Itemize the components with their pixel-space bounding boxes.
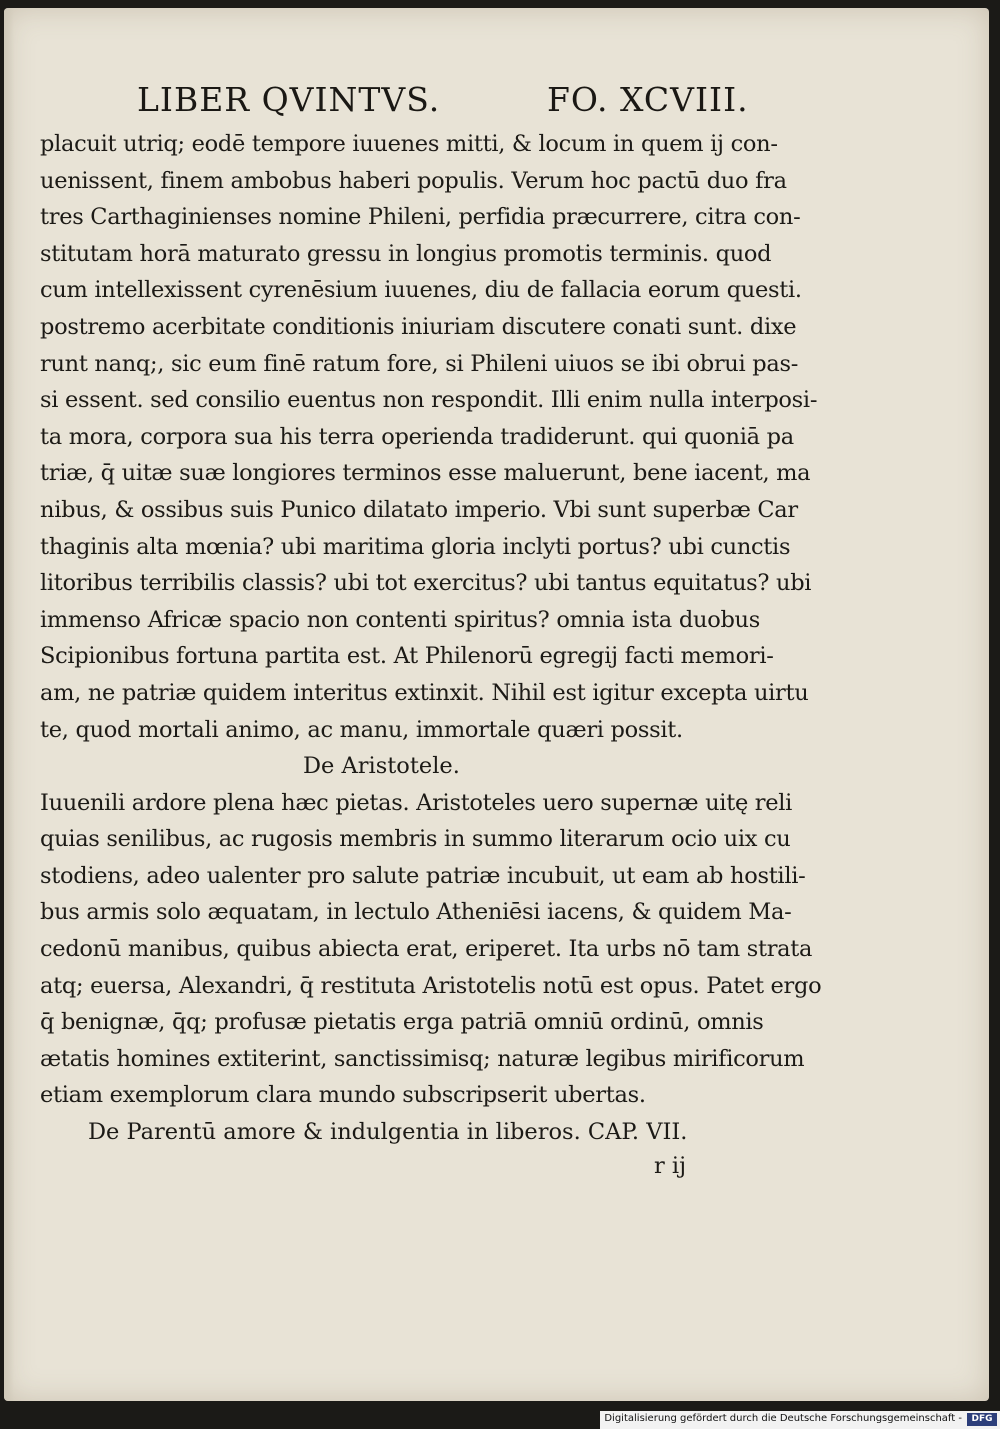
digitization-footer (600, 1411, 1000, 1429)
body-line: triæ, q̄ uitæ suæ longiores terminos esse maluerunt, bene iacent, ma (40, 460, 811, 487)
body-line: am, ne patriæ quidem interitus extinxit. Nihil est igitur excepta uirtu (40, 679, 809, 706)
page-edge (4, 8, 14, 1401)
body-line: postremo acerbitate conditionis iniuriam discutere conati sunt. dixe (40, 313, 797, 340)
folio-number: FO. XCVIII. (547, 80, 749, 119)
body-line: placuit utriq; eodē tempore iuuenes mitti, & locum in quem ij con- (40, 131, 778, 157)
body-line: nibus, & ossibus suis Punico dilatato imperio. Vbi sunt superbæ Car (40, 496, 798, 523)
body-line: thaginis alta mœnia? ubi maritima gloria inclyti portus? ubi cunctis (40, 533, 791, 560)
body-line: ta mora, corpora sua his terra operienda tradiderunt. qui quoniā pa (40, 423, 794, 450)
body-line: stitutam horā maturato gressu in longius promotis terminis. quod (40, 240, 772, 267)
chapter-heading: De Parentū amore & indulgentia in liberos. CAP. VII. (88, 1119, 688, 1146)
body-line: stodiens, adeo ualenter pro salute patriæ incubuit, ut eam ab hostili- (40, 862, 806, 889)
running-head-book: LIBER QVINTVS. (137, 80, 441, 119)
body-line: immenso Africæ spacio non contenti spiritus? omnia ista duobus (40, 606, 760, 633)
body-line: quias senilibus, ac rugosis membris in summo literarum ocio uix cu (40, 826, 791, 853)
body-line: tres Carthaginienses nomine Phileni, perfidia præcurrere, citra con- (40, 204, 801, 231)
body-line: te, quod mortali animo, ac manu, immortale quæri possit. (40, 716, 683, 743)
body-line: runt nanq;, sic eum finē ratum fore, si Phileni uiuos se ibi obrui pas- (40, 350, 798, 377)
body-line: cum intellexissent cyrenēsium iuuenes, diu de fallacia eorum questi. (40, 277, 802, 304)
book-page (4, 8, 989, 1401)
text-block (40, 126, 822, 1181)
body-line: q̄ benignæ, q̄q; profusæ pietatis erga patriā omniū ordinū, omnis (40, 1009, 764, 1036)
funding-credit: Digitalisierung gefördert durch die Deutsche Forschungsgemeinschaft - (604, 1413, 962, 1424)
running-head (137, 80, 749, 124)
body-line: Iuuenili ardore plena hæc pietas. Aristoteles uero supernæ uitę reli (40, 789, 793, 816)
body-line: ætatis homines extiterint, sanctissimisq; naturæ legibus mirificorum (40, 1045, 805, 1072)
body-line: litoribus terribilis classis? ubi tot exercitus? ubi tantus equitatus? ubi (40, 570, 812, 597)
body-line: si essent. sed consilio euentus non respondit. Illi enim nulla interposi- (40, 387, 818, 414)
body-line: etiam exemplorum clara mundo subscripserit ubertas. (40, 1082, 646, 1109)
body-line: Scipionibus fortuna partita est. At Philenorū egregij facti memori- (40, 643, 774, 670)
body-line: uenissent, finem ambobus haberi populis. Verum hoc pactū duo fra (40, 167, 787, 194)
body-line: cedonū manibus, quibus abiecta erat, eriperet. Ita urbs nō tam strata (40, 936, 813, 963)
signature-mark: r ij (654, 1152, 687, 1179)
section-heading: De Aristotele. (303, 753, 460, 780)
body-line: atq; euersa, Alexandri, q̄ restituta Aristotelis notū est opus. Patet ergo (40, 972, 822, 999)
body-line: bus armis solo æquatam, in lectulo Atheniēsi iacens, & quidem Ma- (40, 899, 792, 926)
dfg-logo-icon: DFG (967, 1413, 997, 1426)
